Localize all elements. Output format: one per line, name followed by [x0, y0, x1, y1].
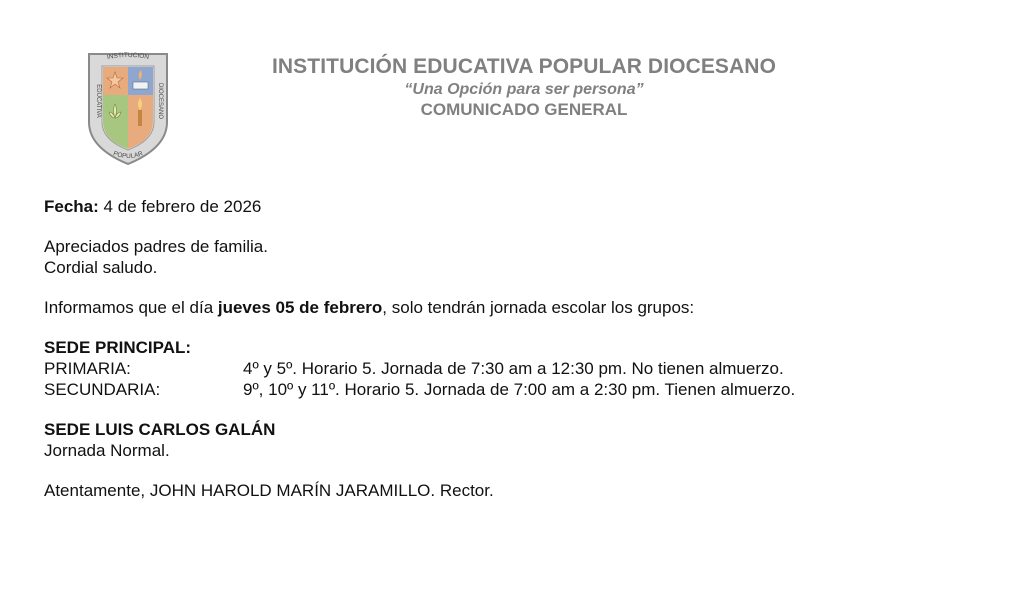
info-post: , solo tendrán jornada escolar los grupos:	[382, 298, 695, 317]
crest-bottom-text: POPULAR	[112, 150, 144, 161]
schedule-detail: 4º y 5º. Horario 5. Jornada de 7:30 am a 12:30 pm. No tienen almuerzo.	[243, 359, 784, 378]
sede-galan-note: Jornada Normal.	[44, 441, 170, 460]
sede-principal-title: SEDE PRINCIPAL:	[44, 338, 192, 357]
salutation-line: Cordial saludo.	[44, 258, 158, 277]
info-line	[44, 297, 1004, 318]
crest-left-text: EDUCATIVA	[95, 84, 101, 118]
schedule-detail: 9º, 10º y 11º. Horario 5. Jornada de 7:00 am a 2:30 pm. Tienen almuerzo.	[243, 380, 796, 399]
date-line	[44, 196, 1004, 217]
institution-name: INSTITUCIÓN EDUCATIVA POPULAR DIOCESANO	[271, 55, 777, 78]
date-label: Fecha:	[44, 197, 99, 216]
svg-text:EDUCATIVA	[95, 84, 101, 118]
letter-body	[44, 196, 1004, 501]
closing-signature: Atentamente, JOHN HAROLD MARÍN JARAMILLO. Rector.	[44, 481, 494, 500]
sede-galan-title: SEDE LUIS CARLOS GALÁN	[44, 420, 276, 439]
crest-top-text: INSTITUCION	[106, 51, 150, 62]
school-crest-logo	[86, 50, 170, 166]
schedule-level: PRIMARIA:	[44, 359, 131, 378]
institution-motto: “Una Opción para ser persona”	[404, 81, 644, 98]
letterhead	[190, 54, 858, 121]
greeting-line: Apreciados padres de familia.	[44, 237, 268, 256]
info-date: jueves 05 de febrero	[217, 298, 383, 317]
document-type: COMUNICADO GENERAL	[420, 100, 628, 119]
schedule-level: SECUNDARIA:	[44, 380, 161, 399]
schedule-row	[44, 358, 1004, 379]
date-value: 4 de febrero de 2026	[98, 197, 262, 216]
svg-text:DIOCESANO	[157, 83, 163, 119]
info-pre: Informamos que el día	[44, 298, 218, 317]
schedule-row	[44, 379, 1004, 400]
crest-right-text: DIOCESANO	[157, 82, 163, 120]
